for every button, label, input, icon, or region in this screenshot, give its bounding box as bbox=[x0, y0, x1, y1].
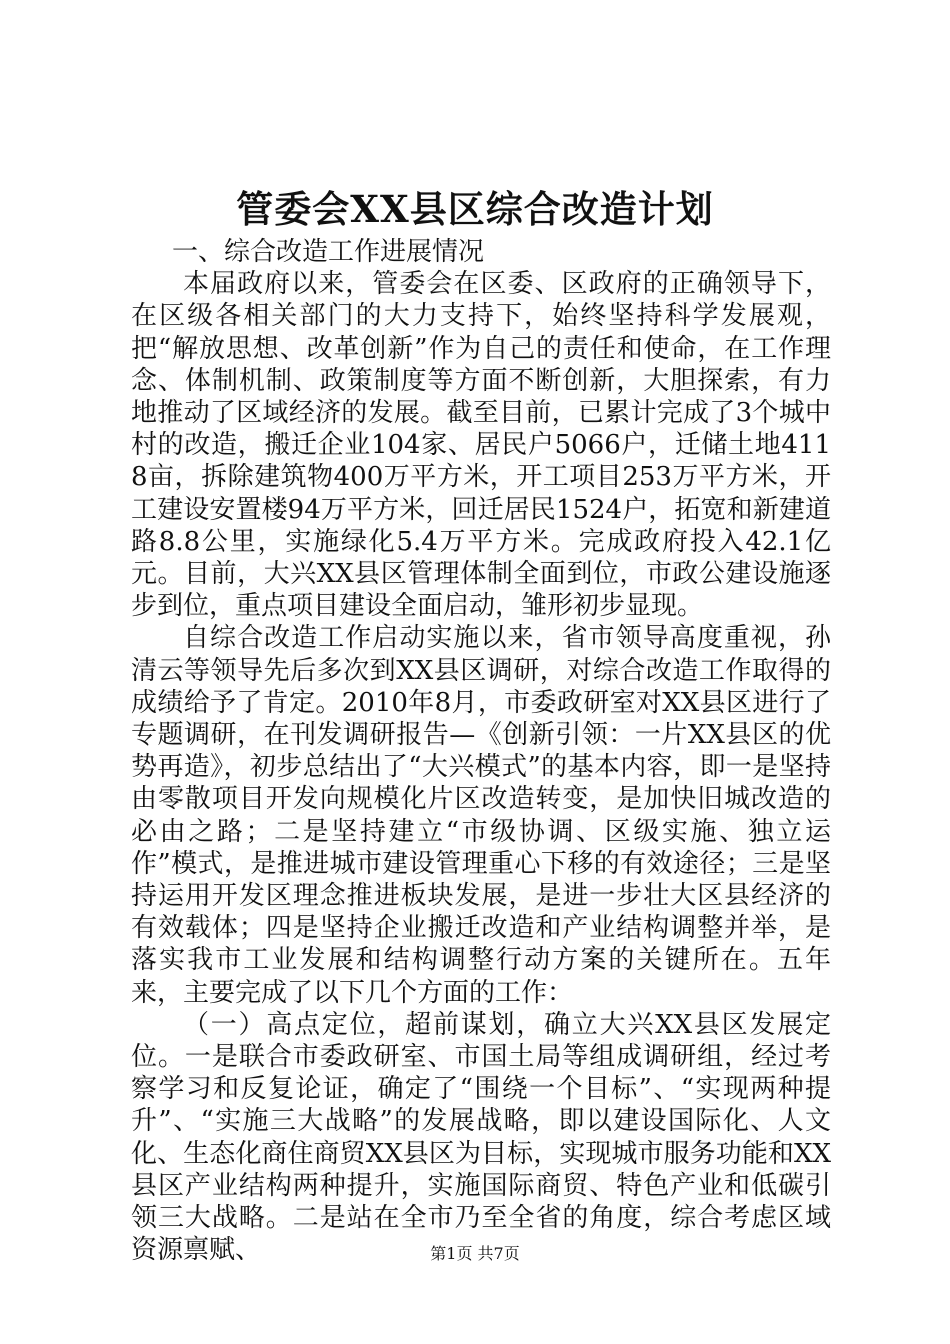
paragraph: 本届政府以来，管委会在区委、区政府的正确领导下，在区级各相关部门的大力支持下，始终坚持科学发展观，把“解放思想、改革创新”作为自己的责任和使命，在工作理念、体制机制、政策制度等方面不断创新，大胆探索，有力地推动了区域经济的发展。截至目前，已累计完成了3个城中村的改造，搬迁企业104家、居民户5066户，迁储土地4118亩，拆除建筑物400万平方米，开工项目253万平方米，开工建设安置楼94万平方米，回迁居民1524户，拓宽和新建道路8.8公里，实施绿化5.4万平方米。完成政府投入42.1亿元。目前，大兴XX县区管理体制全面到位，市政公建设施逐步到位，重点项目建设全面启动，雏形初步显现。 bbox=[131, 269, 831, 622]
document-body bbox=[131, 236, 831, 1267]
paragraph: （一）高点定位，超前谋划，确立大兴XX县区发展定位。一是联合市委政研室、市国土局等组成调研组，经过考察学习和反复论证，确定了“围绕一个目标”、“实现两种提升”、“实施三大战略”的发展战略，即以建设国际化、人文化、生态化商住商贸XX县区为目标，实现城市服务功能和XX县区产业结构两种提升，实施国际商贸、特色产业和低碳引领三大战略。二是站在全市乃至全省的角度，综合考虑区域资源禀赋、 bbox=[131, 1009, 831, 1266]
page-number-footer: 第1页 共7页 bbox=[430, 1244, 520, 1263]
section-heading: 一、综合改造工作进展情况 bbox=[172, 237, 485, 267]
paragraph: 自综合改造工作启动实施以来，省市领导高度重视，孙清云等领导先后多次到XX县区调研，对综合改造工作取得的成绩给予了肯定。2010年8月，市委政研室对XX县区进行了专题调研，在刊发调研报告—《创新引领：一片XX县区的优势再造》，初步总结出了“大兴模式”的基本内容，即一是坚持由零散项目开发向规模化片区改造转变，是加快旧城改造的必由之路；二是坚持建立“市级协调、区级实施、独立运作”模式，是推进城市建设管理重心下移的有效途径；三是坚持运用开发区理念推进板块发展，是进一步壮大区县经济的有效载体；四是坚持企业搬迁改造和产业结构调整并举，是落实我市工业发展和结构调整行动方案的关键所在。五年来，主要完成了以下几个方面的工作： bbox=[131, 623, 831, 1008]
document-title: 管委会XX县区综合改造计划 bbox=[236, 187, 714, 231]
